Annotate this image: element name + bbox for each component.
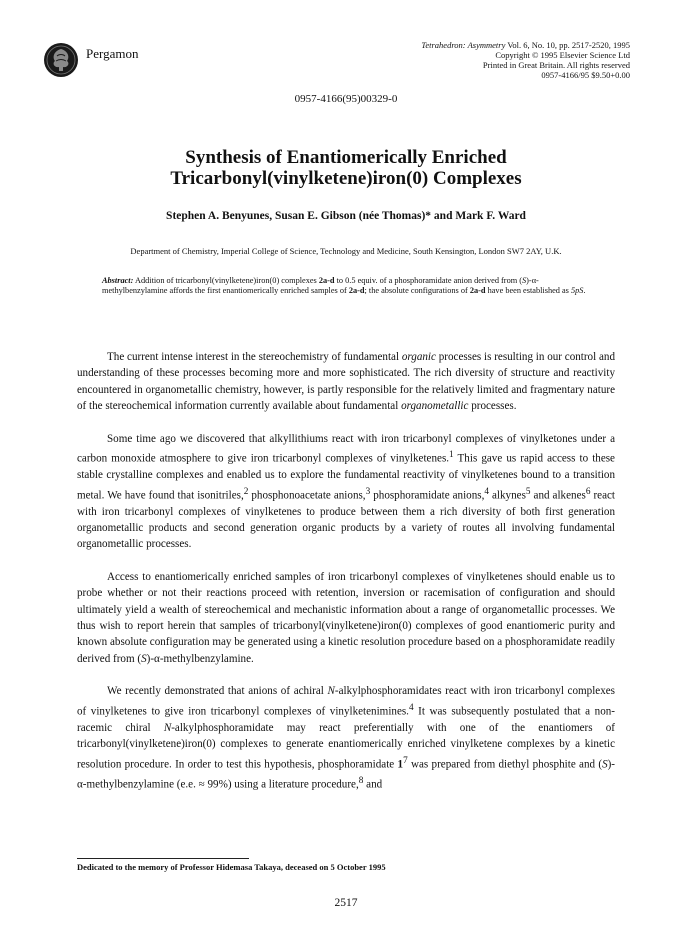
body-span: Some time ago we discovered that alkyllithiums react with iron tricarbonyl complexes of vinylketones under a carbon monoxide atmosphere to give iron tricarbonyl complexes of vinylketenes. [77, 432, 615, 465]
paragraph-3 [77, 569, 615, 667]
body-span: The current intense interest in the stereochemistry of fundamental [107, 351, 402, 363]
emphasis: organic [401, 351, 436, 363]
journal-info [340, 40, 630, 80]
article-title [60, 147, 632, 189]
affiliation: Department of Chemistry, Imperial College of Science, Technology and Medicine, South Kensington, London SW7 2AY, U.K. [130, 246, 562, 256]
abstract-label: Abstract: [102, 276, 134, 285]
compound-label: 2a-d [469, 286, 486, 296]
body-span: processes. [468, 400, 517, 413]
journal-citation [340, 40, 630, 50]
body-span: was prepared from diethyl phosphite and ( [407, 758, 603, 771]
copyright-line: Copyright © 1995 Elsevier Science Ltd [495, 50, 630, 60]
stereo-descriptor: S [522, 276, 527, 285]
authors: Stephen A. Benyunes, Susan E. Gibson (née Thomas)* and Mark F. Ward [166, 210, 526, 222]
journal-name: Tetrahedron: Asymmetry [421, 40, 506, 50]
abstract-text: have been established as [485, 286, 571, 296]
body-text [77, 349, 615, 809]
stereo-descriptor: S [141, 652, 147, 665]
reference-marker: 4 [484, 486, 489, 497]
abstract-text: ; the absolute configurations of [364, 286, 470, 296]
body-span: react with iron tricarbonyl complexes of vinylketenes to produce between them a rich diversity of both first generation organometallic products and second generation organic products by a variety of routes all involving fundamental organometallic processes. [77, 489, 616, 551]
body-span: phosphonoacetate anions, [248, 489, 366, 502]
configuration-descriptor: 5pS [571, 286, 584, 296]
dedication-footnote: Dedicated to the memory of Professor Hidemasa Takaya, deceased on 5 October 1995 [77, 862, 386, 872]
body-span: processes is resulting in our control and understanding of these processes becoming more and more sophisticated. The rich diversity of structure and reactivity encountered in organometallic chemistry, however, is partly responsible for the relatively limited and fragmentary nature of the stereochemical information currently available about fundamental [77, 351, 615, 413]
emphasis: N [327, 685, 335, 698]
body-span: Access to enantiomerically enriched samples of iron tricarbonyl complexes of vinylketenes should enable us to probe whether or not their reactions proceed with retention, inversion or racemisation of configuration and should ultimately yield a wealth of stereochemical and mechanistic information about a range of organometallic processes. We thus wish to report herein that samples of tricarbonyl(vinylketene)iron(0) complexes of good enantiomeric purity and known absolute configuration may be generated using a kinetic resolution procedure based on a phosphoramidate readily derived from ( [77, 570, 615, 665]
reference-marker: 4 [408, 702, 414, 713]
title-line-2: Tricarbonyl(vinylketene)iron(0) Complexes [170, 168, 522, 189]
body-span: )-α-methylbenzylamine (e.e. ≈ 99%) using a literature procedure, [77, 758, 615, 791]
body-span: and [363, 778, 383, 791]
printed-line: Printed in Great Britain. All rights reserved [482, 60, 630, 70]
body-span: This gave us rapid access to these stable crystalline complexes and enabled us to explore the fundamental reactivity of vinylketenes bound to a transition metal. We have found that isonitriles, [77, 452, 615, 502]
stereo-descriptor: S [602, 758, 608, 771]
reference-marker: 5 [525, 486, 531, 497]
emphasis: N [163, 721, 172, 734]
reference-marker: 2 [243, 486, 249, 497]
body-span: We recently demonstrated that anions of achiral [107, 685, 328, 698]
tree-seal-icon [43, 42, 79, 78]
body-span: It was subsequently postulated that a non-racemic chiral [77, 705, 615, 734]
abstract-text: Addition of tricarbonyl(vinylketene)iron(0) complexes [133, 276, 319, 285]
publisher-name: Pergamon [86, 46, 139, 61]
reference-marker: 6 [585, 486, 591, 497]
paragraph-1 [77, 349, 615, 415]
body-span: -alkylphosphoramidates react with iron tricarbonyl complexes of vinylketenes to give iron tricarbonyl complexes of vinylketenimines. [77, 685, 615, 718]
journal-volume: Vol. 6, No. 10, pp. 2517-2520, 1995 [507, 40, 630, 50]
body-span: and alkenes [530, 489, 586, 502]
page-number: 2517 [334, 897, 358, 909]
compound-label: 1 [397, 758, 404, 771]
abstract-text: to 0.5 equiv. of a phosphoramidate anion derived from ( [334, 276, 523, 285]
reference-marker: 8 [358, 775, 364, 786]
doi: 0957-4166(95)00329-0 [294, 93, 398, 105]
compound-label: 2a-d [318, 276, 335, 285]
abstract [102, 276, 594, 297]
compound-label: 2a-d [348, 286, 365, 296]
price-code: 0957-4166/95 $9.50+0.00 [541, 70, 630, 80]
paragraph-2 [77, 431, 615, 553]
body-span: -alkylphosphoramidate may react preferentially with one of the enantiomers of tricarbonyl(vinylketene)iron(0) complexes to generate enantiomerically enriched vinylketene complexes by a kinetic resolution procedure. In order to test this hypothesis, phosphoramidate [77, 721, 615, 771]
body-span: alkynes [489, 489, 526, 502]
body-span: phosphoramidate anions, [370, 489, 485, 502]
paragraph-4 [77, 683, 615, 793]
body-span: )-α-methylbenzylamine. [146, 652, 254, 665]
title-line-1: Synthesis of Enantiomerically Enriched [185, 147, 507, 168]
reference-marker: 3 [365, 486, 371, 497]
abstract-text: . [583, 286, 586, 296]
reference-marker: 7 [403, 755, 408, 766]
abstract-text: )-α-methylbenzylamine affords the first enantiomerically enriched samples of [102, 276, 539, 296]
emphasis: organometallic [401, 400, 469, 413]
footnote-divider [77, 858, 249, 859]
reference-marker: 1 [449, 450, 454, 461]
